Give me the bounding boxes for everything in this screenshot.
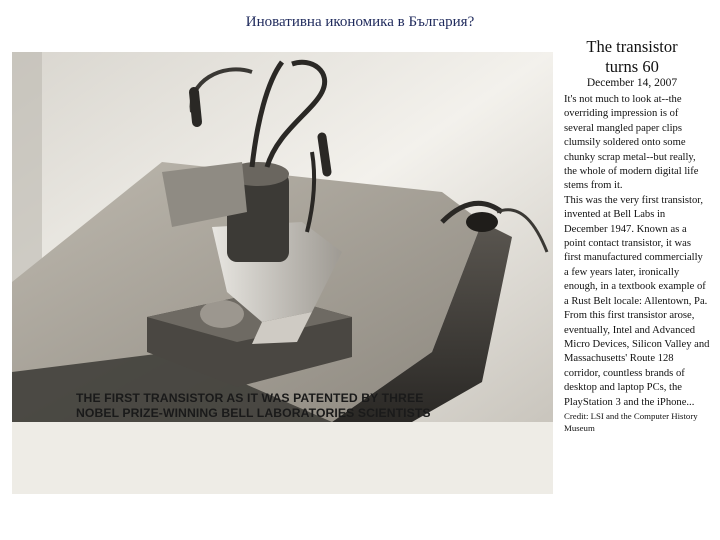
article-date: December 14, 2007 [586,77,678,89]
solder-blob [466,212,498,232]
caption-line: THE FIRST TRANSISTOR AS IT WAS PATENTED BY THREE [76,391,424,405]
slide-title: Иновативна икономика в България? [245,14,475,30]
article-paragraph: This was the very first transistor, invented at Bell Labs in December 1947. Known as a point contact transistor, it was first manufactured commercially a few years later, ironically enough, in a textbook example of a Rust Belt locale: Allentown, Pa. From this first transistor arose, eventually, Intel and Advanced Micro Devices, Silicon Valley and Massachusetts' Route 128 corridor, countless brands of desktop and laptop PCs, the PlayStation 3 and the iPhone... [564,194,710,408]
article-title-line: The transistor [586,37,678,56]
caption-line: NOBEL PRIZE-WINNING BELL LABORATORIES SCIENTISTS [76,406,431,420]
article-paragraph: It's not much to look at--the overriding impression is of several mangled paper clips clumsily soldered onto some chunky scrap metal--but really, the whole of modern digital life stems from it. [564,94,699,192]
transistor-photo [12,52,553,494]
transistor-illustration [12,52,553,494]
article-body [564,93,710,434]
photo-caption [76,391,476,421]
article-title [566,37,698,77]
article-title-line: turns 60 [605,57,659,76]
caption-strip [12,422,553,494]
photo-credit: Credit: LSI and the Computer History Museum [564,410,698,433]
